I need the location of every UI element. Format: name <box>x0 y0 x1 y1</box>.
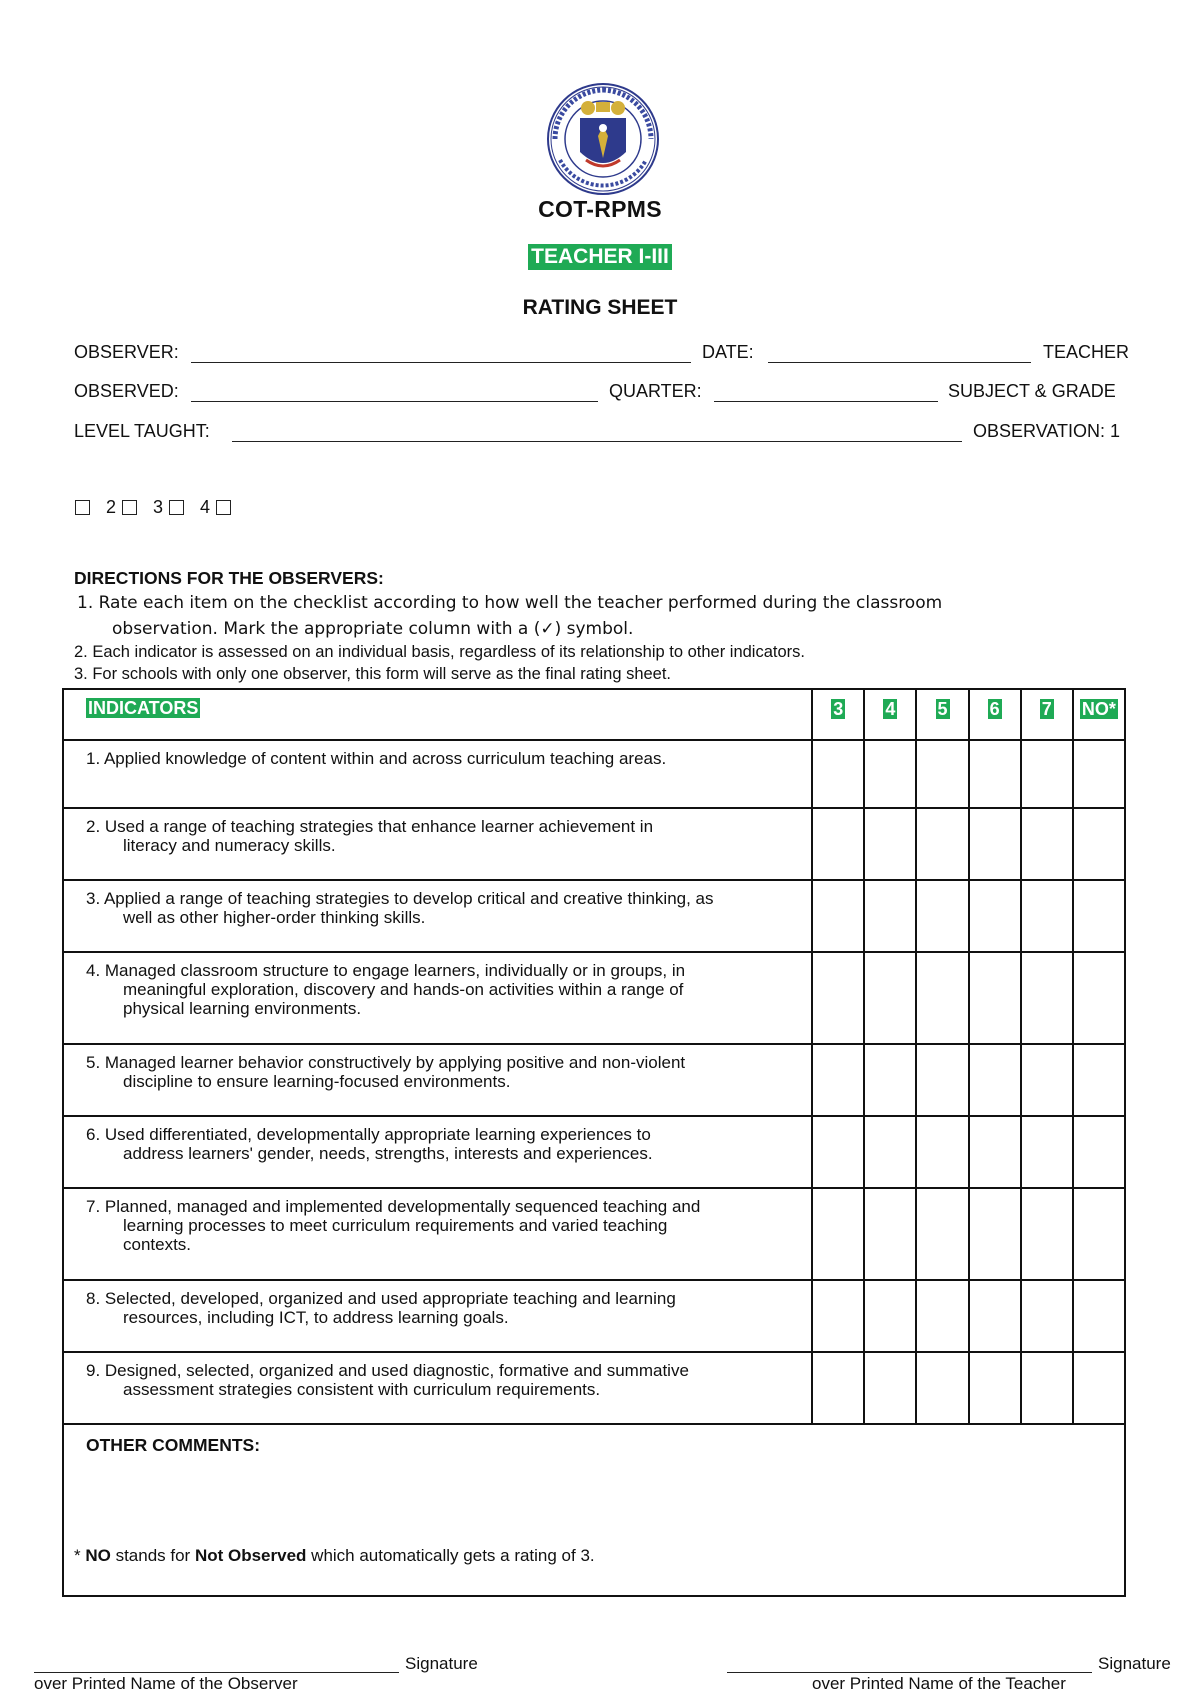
subject-grade-label: SUBJECT & GRADE <box>948 381 1116 401</box>
rating-col-5: 5 <box>937 699 948 719</box>
rating-cell[interactable] <box>916 740 968 808</box>
rating-cell[interactable] <box>864 1280 916 1352</box>
rating-cell[interactable] <box>1073 952 1125 1044</box>
rating-cell[interactable] <box>812 1280 864 1352</box>
indicators-header: INDICATORS <box>88 698 199 718</box>
rating-cell[interactable] <box>864 1352 916 1424</box>
table-row <box>63 1352 1125 1424</box>
rating-cell[interactable] <box>916 880 968 952</box>
rating-cell[interactable] <box>864 880 916 952</box>
indicator-text: 5. Managed learner behavior constructively by applying positive and non-violent <box>86 1053 686 1072</box>
rating-cell[interactable] <box>1021 880 1073 952</box>
deped-seal-icon <box>546 82 660 196</box>
table-row <box>63 808 1125 880</box>
indicator-text-continued: discipline to ensure learning-focused environments. <box>123 1072 511 1091</box>
rating-cell[interactable] <box>864 740 916 808</box>
rating-cell[interactable] <box>969 1280 1021 1352</box>
date-line[interactable] <box>768 362 1031 363</box>
rating-cell[interactable] <box>1073 1280 1125 1352</box>
rating-cell[interactable] <box>1021 740 1073 808</box>
indicator-text: 4. Managed classroom structure to engage learners, individually or in groups, in <box>86 961 686 980</box>
rating-cell[interactable] <box>1073 740 1125 808</box>
observation-option-label: 3 <box>153 497 164 517</box>
rating-cell[interactable] <box>969 1188 1021 1280</box>
rating-cell[interactable] <box>1073 1044 1125 1116</box>
indicator-cell <box>63 880 812 952</box>
table-row <box>63 1188 1125 1280</box>
rating-cell[interactable] <box>812 1352 864 1424</box>
observed-line[interactable] <box>191 401 598 402</box>
direction-item-3: 3. For schools with only one observer, this form will serve as the final rating sheet. <box>74 665 672 683</box>
observation-option-label: 4 <box>200 497 211 517</box>
direction-item-2: 2. Each indicator is assessed on an individual basis, regardless of its relationship to other indicators. <box>74 643 805 661</box>
observer-signature-line[interactable] <box>34 1672 399 1673</box>
rating-cell[interactable] <box>1073 1116 1125 1188</box>
observation-1-checkbox[interactable] <box>75 500 90 515</box>
footnote: * NO stands for Not Observed which automatically gets a rating of 3. <box>74 1546 595 1565</box>
indicator-text-continued: address learners' gender, needs, strengths, interests and experiences. <box>123 1144 653 1163</box>
table-row <box>63 1280 1125 1352</box>
rating-cell[interactable] <box>1021 1044 1073 1116</box>
quarter-line[interactable] <box>714 401 938 402</box>
indicator-cell <box>63 1188 812 1280</box>
table-row <box>63 880 1125 952</box>
indicator-text-continued: literacy and numeracy skills. <box>123 836 336 855</box>
observer-name-label: over Printed Name of the Observer <box>34 1674 298 1693</box>
indicator-cell <box>63 1116 812 1188</box>
comments-row <box>63 1424 1125 1596</box>
direction-1-line-1: 1. Rate each item on the checklist according to how well the teacher performed during the classroom <box>77 593 943 613</box>
rating-cell[interactable] <box>1021 952 1073 1044</box>
direction-1-line-2: observation. Mark the appropriate column with a (✓) symbol. <box>112 619 634 639</box>
observation-2-checkbox[interactable] <box>122 500 137 515</box>
rating-col-7: 7 <box>1041 699 1052 719</box>
indicator-text: 6. Used differentiated, developmentally appropriate learning experiences to <box>86 1125 651 1144</box>
indicator-text: 2. Used a range of teaching strategies that enhance learner achievement in <box>86 817 654 836</box>
observed-label: OBSERVED: <box>74 381 179 401</box>
rating-cell[interactable] <box>969 740 1021 808</box>
comments-label: OTHER COMMENTS: <box>86 1435 261 1455</box>
rating-cell[interactable] <box>1073 1188 1125 1280</box>
rating-cell[interactable] <box>864 1044 916 1116</box>
indicator-cell <box>63 740 812 808</box>
rating-cell[interactable] <box>1021 1280 1073 1352</box>
rating-cell[interactable] <box>1021 1352 1073 1424</box>
rating-table <box>62 688 1126 1597</box>
observation-checkboxes <box>75 497 231 518</box>
rating-cell[interactable] <box>916 1116 968 1188</box>
form-subtitle: RATING SHEET <box>522 296 678 319</box>
rating-col-6: 6 <box>989 699 1000 719</box>
rating-cell[interactable] <box>969 808 1021 880</box>
rating-cell[interactable] <box>812 740 864 808</box>
observer-signature-label: Signature <box>405 1654 478 1673</box>
rating-cell[interactable] <box>812 952 864 1044</box>
indicator-cell <box>63 1352 812 1424</box>
indicator-cell <box>63 1044 812 1116</box>
direction-item-1 <box>74 590 1034 642</box>
rating-cell[interactable] <box>812 1116 864 1188</box>
rating-cell[interactable] <box>812 808 864 880</box>
rating-cell[interactable] <box>1021 808 1073 880</box>
rating-cell[interactable] <box>1021 1188 1073 1280</box>
table-header-row <box>63 689 1125 740</box>
table-row <box>63 740 1125 808</box>
rating-cell[interactable] <box>812 880 864 952</box>
indicator-text-continued: well as other higher-order thinking skills. <box>123 908 426 927</box>
indicator-cell <box>63 808 812 880</box>
position-badge: TEACHER I-III <box>528 244 672 270</box>
teacher-signature-line[interactable] <box>727 1672 1092 1673</box>
rating-cell[interactable] <box>1021 1116 1073 1188</box>
observation-label: OBSERVATION: 1 <box>973 421 1121 441</box>
indicator-text-continued: learning processes to meet curriculum requirements and varied teaching <box>123 1216 668 1235</box>
table-row <box>63 1044 1125 1116</box>
rating-cell[interactable] <box>916 808 968 880</box>
rating-cell[interactable] <box>916 952 968 1044</box>
observation-3-checkbox[interactable] <box>169 500 184 515</box>
level-taught-label: LEVEL TAUGHT: <box>74 421 210 441</box>
date-label: DATE: <box>702 342 754 362</box>
indicator-text-continued: assessment strategies consistent with curriculum requirements. <box>123 1380 601 1399</box>
observer-label: OBSERVER: <box>74 342 179 362</box>
form-title: COT-RPMS <box>538 196 662 222</box>
rating-cell[interactable] <box>969 952 1021 1044</box>
teacher-signature-label: Signature <box>1098 1654 1171 1673</box>
rating-cell[interactable] <box>916 1352 968 1424</box>
indicator-text: 7. Planned, managed and implemented developmentally sequenced teaching and <box>86 1197 701 1216</box>
level-taught-line[interactable] <box>232 441 962 442</box>
indicator-text: 1. Applied knowledge of content within and across curriculum teaching areas. <box>86 749 667 768</box>
rating-cell[interactable] <box>812 1188 864 1280</box>
indicator-text: 9. Designed, selected, organized and used diagnostic, formative and summative <box>86 1361 689 1380</box>
indicator-text: 8. Selected, developed, organized and used appropriate teaching and learning <box>86 1289 676 1308</box>
indicator-cell <box>63 952 812 1044</box>
indicator-text-continued: contexts. <box>123 1235 192 1254</box>
rating-cell[interactable] <box>1073 1352 1125 1424</box>
rating-cell[interactable] <box>864 952 916 1044</box>
observation-option-label: 2 <box>106 497 117 517</box>
teacher-name-label: over Printed Name of the Teacher <box>812 1674 1066 1693</box>
rating-cell[interactable] <box>969 1044 1021 1116</box>
quarter-label: QUARTER: <box>609 381 702 401</box>
rating-cell[interactable] <box>916 1044 968 1116</box>
rating-cell[interactable] <box>916 1188 968 1280</box>
rating-cell[interactable] <box>969 1116 1021 1188</box>
indicator-cell <box>63 1280 812 1352</box>
rating-col-4: 4 <box>885 699 896 719</box>
rating-cell[interactable] <box>969 1352 1021 1424</box>
rating-cell[interactable] <box>864 1188 916 1280</box>
rating-col-no: NO* <box>1081 699 1116 719</box>
teacher-label: TEACHER <box>1043 342 1130 362</box>
observation-4-checkbox[interactable] <box>216 500 231 515</box>
indicator-text: 3. Applied a range of teaching strategies to develop critical and creative thinking, as <box>86 889 714 908</box>
rating-cell[interactable] <box>969 880 1021 952</box>
indicator-text-continued: physical learning environments. <box>123 999 362 1018</box>
rating-cell[interactable] <box>812 1044 864 1116</box>
observer-line[interactable] <box>191 362 691 363</box>
rating-col-3: 3 <box>833 699 844 719</box>
table-row <box>63 952 1125 1044</box>
table-row <box>63 1116 1125 1188</box>
rating-cell[interactable] <box>1073 880 1125 952</box>
rating-cell[interactable] <box>864 808 916 880</box>
rating-cell[interactable] <box>916 1280 968 1352</box>
directions-heading: DIRECTIONS FOR THE OBSERVERS: <box>74 568 384 588</box>
indicator-text-continued: resources, including ICT, to address learning goals. <box>123 1308 509 1327</box>
rating-cell[interactable] <box>864 1116 916 1188</box>
indicator-text-continued: meaningful exploration, discovery and hands-on activities within a range of <box>123 980 684 999</box>
rating-cell[interactable] <box>1073 808 1125 880</box>
